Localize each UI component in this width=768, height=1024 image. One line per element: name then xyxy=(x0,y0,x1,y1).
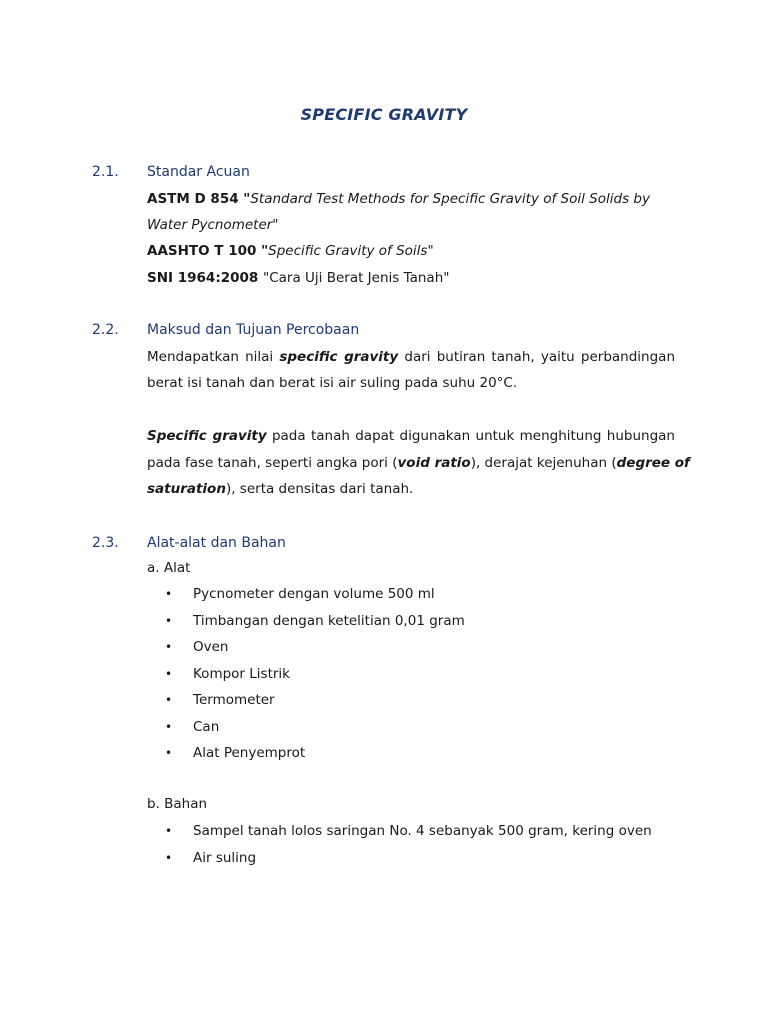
list-item: Sampel tanah lolos saringan No. 4 sebanyak 500 gram, kering oven xyxy=(193,823,652,839)
text-run: pada tanah dapat digunakan untuk menghitung hubungan xyxy=(266,428,675,444)
reference-suffix: " xyxy=(272,217,279,233)
paragraph-line xyxy=(147,375,517,391)
reference-prefix: ASTM D 854 " xyxy=(147,191,251,207)
reference-title: Water Pycnometer xyxy=(147,217,273,233)
paragraph-line xyxy=(147,349,675,365)
reference-line xyxy=(147,270,449,286)
text-run: ), serta densitas dari tanah. xyxy=(225,481,414,497)
section-title: Alat-alat dan Bahan xyxy=(147,535,286,551)
text-run: pada fase tanah, seperti angka pori ( xyxy=(147,455,398,471)
text-run: berat isi tanah dan berat isi air suling pada suhu 20°C. xyxy=(147,375,518,391)
paragraph-line xyxy=(147,455,690,471)
page-title: SPECIFIC GRAVITY xyxy=(300,105,468,124)
section-title: Standar Acuan xyxy=(147,164,250,180)
bullet-icon: • xyxy=(165,746,173,760)
text-run: Mendapatkan nilai xyxy=(147,349,280,365)
text-run-emph: saturation xyxy=(147,481,226,497)
reference-line xyxy=(147,217,279,233)
paragraph-line xyxy=(147,428,675,444)
section-number: 2.3. xyxy=(92,535,119,551)
bullet-icon: • xyxy=(165,666,173,681)
list-item: Pycnometer dengan volume 500 ml xyxy=(193,586,435,602)
reference-suffix: "Cara Uji Berat Jenis Tanah" xyxy=(263,270,450,286)
reference-title: Standard Test Methods for Specific Gravity of Soil Solids by xyxy=(250,191,650,207)
reference-line xyxy=(147,243,434,259)
list-item: Air suling xyxy=(193,850,257,866)
paragraph-line xyxy=(147,481,413,497)
reference-suffix: " xyxy=(427,243,434,259)
bullet-icon: • xyxy=(165,613,173,628)
section-number: 2.1. xyxy=(92,164,119,180)
list-item: Oven xyxy=(193,639,229,655)
list-item: Timbangan dengan ketelitian 0,01 gram xyxy=(193,612,465,629)
reference-prefix: SNI 1964:2008 xyxy=(147,270,263,286)
reference-line xyxy=(147,191,650,207)
reference-prefix: AASHTO T 100 " xyxy=(147,243,269,259)
bullet-icon: • xyxy=(165,587,173,601)
bullet-icon: • xyxy=(165,640,173,654)
sublist-label: b. Bahan xyxy=(147,796,208,812)
bullet-icon: • xyxy=(165,851,173,865)
text-run-emph: degree of xyxy=(616,455,690,471)
list-item: Termometer xyxy=(193,692,275,708)
section-number: 2.2. xyxy=(92,322,119,338)
sublist-label: a. Alat xyxy=(147,560,191,576)
bullet-icon: • xyxy=(165,824,173,838)
list-item: Alat Penyemprot xyxy=(193,745,306,761)
text-run-emph: Specific gravity xyxy=(147,428,267,444)
bullet-icon: • xyxy=(165,693,173,707)
text-run: ), derajat kejenuhan ( xyxy=(470,455,617,471)
section-title: Maksud dan Tujuan Percobaan xyxy=(147,322,360,338)
text-run: dari butiran tanah, yaitu perbandingan xyxy=(398,349,676,365)
list-item: Can xyxy=(193,718,220,735)
text-run-emph: void ratio xyxy=(397,455,471,471)
text-run-emph: specific gravity xyxy=(279,349,399,365)
reference-title: Specific Gravity of Soils xyxy=(268,243,428,259)
list-item: Kompor Listrik xyxy=(193,665,290,682)
bullet-icon: • xyxy=(165,719,173,734)
